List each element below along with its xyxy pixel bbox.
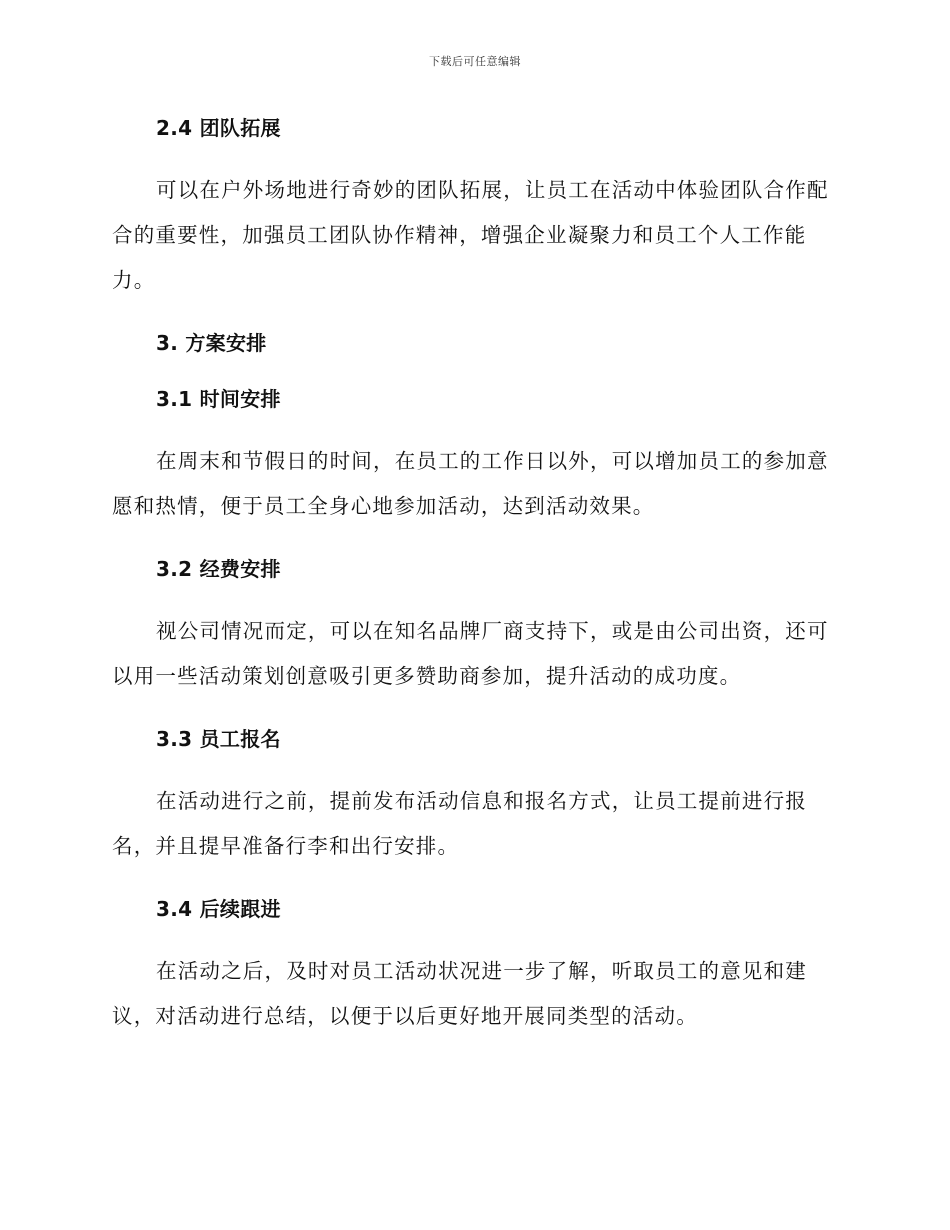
section-paragraph-2-4: 可以在户外场地进行奇妙的团队拓展，让员工在活动中体验团队合作配合的重要性，加强员工团队协作精神，增强企业凝聚力和员工个人工作能力。 [112,178,829,292]
section-heading-2-4: 2.4 团队拓展 [156,116,281,140]
section-heading-3-2: 3.2 经费安排 [156,557,281,581]
section-paragraph-3-2: 视公司情况而定，可以在知名品牌厂商支持下，或是由公司出资，还可以用一些活动策划创意吸引更多赞助商参加，提升活动的成功度。 [112,619,829,688]
section-paragraph-3-3: 在活动进行之前，提前发布活动信息和报名方式，让员工提前进行报名，并且提早准备行李和出行安排。 [112,789,807,858]
section-heading-3-4: 3.4 后续跟进 [156,897,281,921]
document-body [112,112,838,1039]
section-heading-3-1: 3.1 时间安排 [156,387,281,411]
section-heading-3: 3. 方案安排 [156,331,267,355]
section-heading-3-3: 3.3 员工报名 [156,727,281,751]
section-paragraph-3-4: 在活动之后，及时对员工活动状况进一步了解，听取员工的意见和建议，对活动进行总结，以便于以后更好地开展同类型的活动。 [112,959,807,1028]
page-header: 下载后可任意编辑 [429,55,521,68]
section-paragraph-3-1: 在周末和节假日的时间，在员工的工作日以外，可以增加员工的参加意愿和热情，便于员工全身心地参加活动，达到活动效果。 [112,449,829,518]
